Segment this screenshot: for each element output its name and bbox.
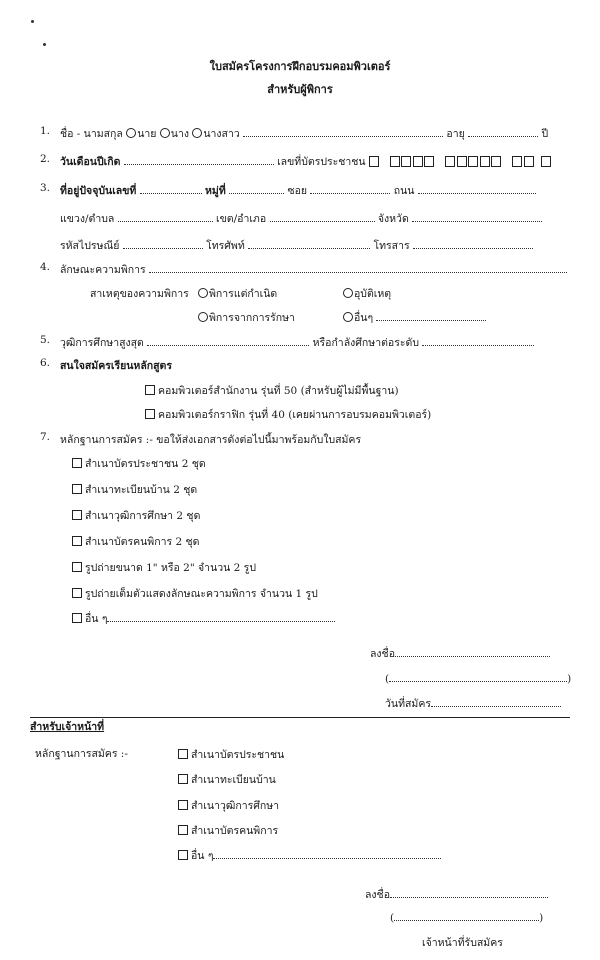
course-office-checkbox[interactable]: [145, 385, 155, 395]
prefix-mrs-label: นาง: [170, 128, 189, 140]
apply-date-field[interactable]: [431, 696, 561, 707]
staff-evidence-checkbox[interactable]: [178, 774, 188, 784]
cause-accident-label: อุบัติเหตุ: [354, 288, 392, 300]
apply-date-row: [385, 695, 561, 712]
staff-name-row: [390, 910, 543, 924]
staff-sign-label: ลงชื่อ: [365, 889, 390, 901]
evidence-item-label: รูปถ่ายขนาด 1" หรือ 2" จำนวน 2 รูป: [85, 562, 256, 574]
evidence-checkbox[interactable]: [72, 536, 82, 546]
house-number-field[interactable]: [140, 183, 202, 194]
cause-treatment-option[interactable]: [198, 309, 295, 326]
dob-row: [60, 153, 553, 170]
staff-evidence-item[interactable]: [178, 822, 278, 839]
evidence-checkbox[interactable]: [72, 510, 82, 520]
scan-speck: [43, 43, 46, 46]
cause-treatment-radio[interactable]: [198, 312, 208, 322]
id-label: เลขที่บัตรประชาชน: [277, 156, 366, 168]
education-label: วุฒิการศึกษาสูงสุด: [60, 337, 144, 349]
evidence-item[interactable]: [72, 455, 206, 472]
education-row: [60, 334, 534, 351]
evidence-item-label: สำเนาทะเบียนบ้าน 2 ชุด: [85, 484, 198, 496]
evidence-checkbox[interactable]: [72, 484, 82, 494]
prefix-miss-label: นางสาว: [203, 128, 240, 140]
evidence-item-label: รูปถ่ายเต็มตัวแสดงลักษณะความพิการ จำนวน 1 รูป: [85, 588, 318, 600]
staff-other-field[interactable]: [213, 848, 441, 859]
province-label: จังหวัด: [377, 213, 409, 225]
evidence-checkbox[interactable]: [72, 562, 82, 572]
staff-evidence-item-label: อื่น ๆ: [191, 850, 214, 862]
item-number: 6.: [40, 357, 51, 369]
form-subtitle: สำหรับผู้พิการ: [267, 83, 333, 96]
education-field[interactable]: [147, 335, 309, 346]
cause-birth-radio[interactable]: [198, 288, 208, 298]
course-label: สนใจสมัครเรียนหลักสูตร: [60, 360, 172, 372]
evidence-item[interactable]: [72, 610, 335, 627]
district-label: เขต/อำเภอ: [216, 213, 267, 225]
staff-signature-row: [365, 886, 548, 903]
evidence-item-label: อื่น ๆ: [85, 613, 108, 625]
staff-evidence-item-label: สำเนาบัตรคนพิการ: [191, 825, 279, 837]
cause-other-field[interactable]: [376, 310, 486, 321]
course-graphic-option[interactable]: [145, 406, 431, 423]
item-number: 3.: [40, 182, 51, 194]
dob-label: วันเดือนปีเกิด: [60, 156, 121, 168]
item-number: 5.: [40, 334, 51, 346]
studying-label: หรือกำลังศึกษาต่อระดับ: [312, 337, 419, 349]
staff-evidence-item-label: สำเนาวุฒิการศึกษา: [191, 800, 280, 812]
prefix-miss-radio[interactable]: [192, 128, 202, 138]
cause-other-label: อื่นๆ: [354, 312, 374, 324]
staff-evidence-item-label: สำเนาบัตรประชาชน: [191, 749, 285, 761]
evidence-other-field[interactable]: [107, 611, 335, 622]
soi-field[interactable]: [310, 183, 390, 194]
paren-close: ): [567, 673, 572, 685]
age-field[interactable]: [468, 126, 538, 137]
evidence-label: หลักฐานการสมัคร :- ขอให้ส่งเอกสารดังต่อไปนี้มาพร้อมกับใบสมัคร: [60, 434, 362, 446]
id-number-boxes[interactable]: [369, 156, 553, 168]
applicant-signature-row: [370, 645, 550, 662]
phone-field[interactable]: [248, 238, 370, 249]
paren-open: (: [390, 912, 395, 924]
postal-field[interactable]: [123, 238, 203, 249]
address-row-2: [60, 210, 542, 227]
item-number: 1.: [40, 125, 51, 137]
fax-field[interactable]: [413, 238, 533, 249]
subdistrict-label: แขวง/ตำบล: [60, 213, 115, 225]
apply-date-label: วันที่สมัคร: [385, 698, 431, 710]
disability-row: [60, 261, 567, 278]
address-row-3: [60, 237, 533, 254]
staff-name-field[interactable]: [394, 910, 539, 921]
evidence-checkbox[interactable]: [72, 613, 82, 623]
evidence-item-label: สำเนาบัตรประชาชน 2 ชุด: [85, 458, 206, 470]
prefix-mr-radio[interactable]: [126, 128, 136, 138]
moo-field[interactable]: [229, 183, 284, 194]
prefix-mr-label: นาย: [137, 128, 157, 140]
postal-label: รหัสไปรษณีย์: [60, 240, 120, 252]
evidence-item-label: สำเนาวุฒิการศึกษา 2 ชุด: [85, 510, 201, 522]
evidence-checkbox[interactable]: [72, 458, 82, 468]
paren-open: (: [385, 673, 390, 685]
staff-evidence-item[interactable]: [178, 771, 276, 788]
district-field[interactable]: [270, 211, 375, 222]
cause-birth-option[interactable]: [198, 285, 277, 302]
dob-field[interactable]: [124, 154, 274, 165]
studying-field[interactable]: [422, 335, 534, 346]
fax-label: โทรสาร: [373, 240, 410, 252]
receiver-label: เจ้าหน้าที่รับสมัคร: [422, 937, 503, 949]
course-graphic-checkbox[interactable]: [145, 409, 155, 419]
evidence-item[interactable]: [72, 507, 200, 524]
staff-heading: สำหรับเจ้าหน้าที่: [30, 721, 105, 733]
staff-evidence-item[interactable]: [178, 746, 284, 763]
staff-evidence-checkbox[interactable]: [178, 825, 188, 835]
staff-evidence-item[interactable]: [178, 797, 279, 814]
soi-label: ซอย: [287, 185, 308, 197]
age-unit: ปี: [541, 128, 549, 140]
item-number: 7.: [40, 431, 51, 443]
course-office-option[interactable]: [145, 382, 399, 399]
staff-evidence-checkbox[interactable]: [178, 800, 188, 810]
staff-evidence-item-label: สำเนาทะเบียนบ้าน: [191, 774, 276, 786]
staff-evidence-checkbox[interactable]: [178, 749, 188, 759]
item-number: 2.: [40, 153, 51, 165]
signature-field[interactable]: [395, 646, 550, 657]
phone-label: โทรศัพท์: [206, 240, 245, 252]
form-title: ใบสมัครโครงการฝึกอบรมคอมพิวเตอร์: [209, 60, 391, 73]
cause-birth-label: พิการแต่กำเนิด: [209, 288, 278, 300]
paren-close: ): [539, 912, 544, 924]
course-office-label: คอมพิวเตอร์สำนักงาน รุ่นที่ 50 (สำหรับผู้ไม่มีพื้นฐาน): [158, 385, 399, 397]
staff-signature-field[interactable]: [390, 887, 548, 898]
staff-evidence-checkbox[interactable]: [178, 850, 188, 860]
evidence-checkbox[interactable]: [72, 588, 82, 598]
disability-field[interactable]: [149, 262, 567, 273]
prefix-mrs-radio[interactable]: [160, 128, 170, 138]
moo-label: หมู่ที่: [205, 185, 226, 197]
evidence-item-label: สำเนาบัตรคนพิการ 2 ชุด: [85, 536, 200, 548]
cause-other-option[interactable]: [343, 309, 486, 326]
subdistrict-field[interactable]: [118, 211, 213, 222]
applicant-name-row: [385, 671, 571, 685]
province-field[interactable]: [412, 211, 542, 222]
evidence-item[interactable]: [72, 533, 199, 550]
name-row: [60, 125, 548, 142]
cause-label: สาเหตุของความพิการ: [90, 288, 189, 300]
road-field[interactable]: [418, 183, 536, 194]
road-label: ถนน: [393, 185, 415, 197]
address-label: ที่อยู่ปัจจุบันเลขที่: [60, 185, 137, 197]
cause-treatment-label: พิการจากการรักษา: [209, 312, 295, 324]
staff-evidence-label: หลักฐานการสมัคร :-: [35, 748, 128, 760]
course-graphic-label: คอมพิวเตอร์กราฟิก รุ่นที่ 40 (เคยผ่านการอบรมคอมพิวเตอร์): [158, 409, 432, 421]
evidence-item[interactable]: [72, 481, 197, 498]
cause-accident-option[interactable]: [343, 285, 391, 302]
applicant-name-field[interactable]: [389, 671, 567, 682]
evidence-item[interactable]: [72, 559, 256, 576]
section-divider: [30, 717, 570, 718]
name-label: ชื่อ - นามสกุล: [60, 128, 123, 140]
age-label: อายุ: [446, 128, 465, 140]
cause-accident-radio[interactable]: [343, 288, 353, 298]
address-row-1: [60, 182, 536, 199]
scan-speck: [31, 20, 34, 23]
name-field[interactable]: [243, 126, 443, 137]
staff-evidence-item[interactable]: [178, 847, 441, 864]
disability-label: ลักษณะความพิการ: [60, 264, 146, 276]
sign-label: ลงชื่อ: [370, 648, 395, 660]
evidence-item[interactable]: [72, 585, 318, 602]
cause-other-radio[interactable]: [343, 312, 353, 322]
item-number: 4.: [40, 261, 51, 273]
